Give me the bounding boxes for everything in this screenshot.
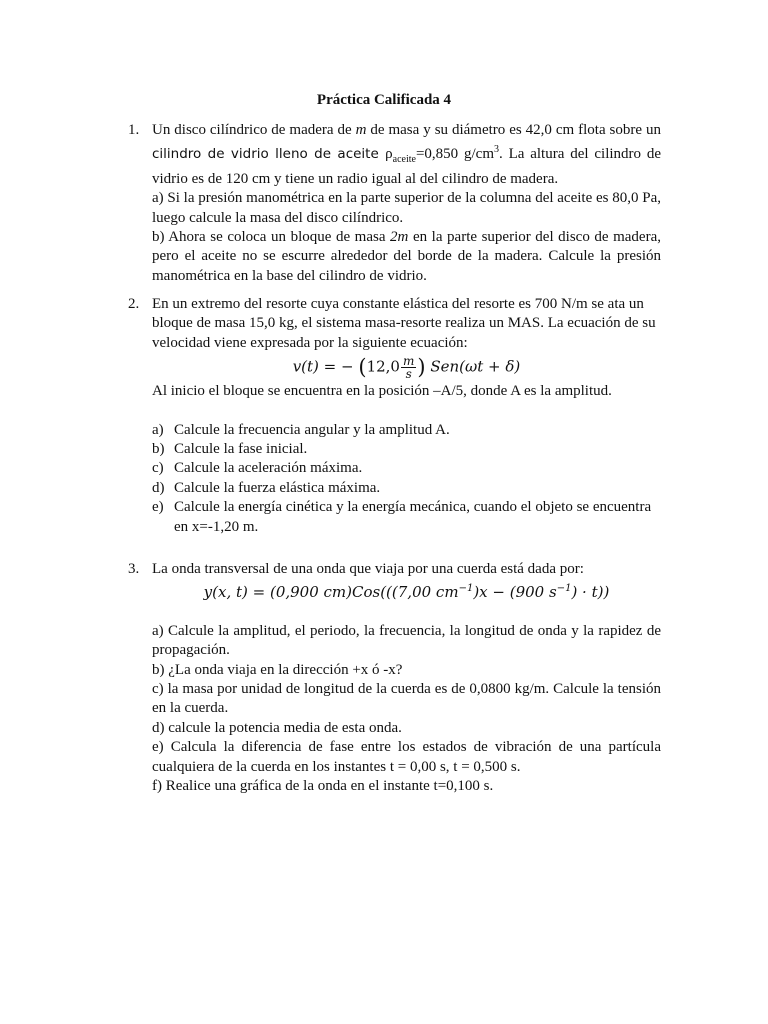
problem-3-part-f: f) Realice una gráfica de la onda en el instante t=0,100 s. xyxy=(152,778,494,795)
problem-3-part-e: e) Calcula la diferencia de fase entre los estados de vibración de una partícula cualquiera de la cuerda en los instantes t = 0,00 s, t = 0,500 s. xyxy=(152,739,661,775)
problem-1 xyxy=(128,121,661,286)
problem-1-statement: Un disco cilíndrico de madera de m de masa y su diámetro es 42,0 cm flota sobre un cilindro de vidrio lleno de aceite $\rho_{aceite}=0,850$ $g/cm^3$. La altura del cilindro de vidrio es de 120 cm y tiene un radio igual al del cilindro de madera. xyxy=(152,122,662,187)
problem-3-part-a: a) Calcule la amplitud, el periodo, la frecuencia, la longitud de onda y la rapidez de propagación. xyxy=(152,622,661,659)
problem-2 xyxy=(128,295,661,537)
velocity-equation: v(t) = − (12,0 $\frac{m}{s}$ ) Sen(ωt + δ) xyxy=(292,354,521,382)
problem-number: 1. xyxy=(128,122,140,138)
list-item: d) Calcule la fuerza elástica máxima. xyxy=(152,479,381,496)
problem-3 xyxy=(128,560,661,796)
units-fraction: $\frac{m}{s}$ xyxy=(402,354,415,382)
problem-1-part-a: a) Si la presión manométrica en la parte superior de la columna del aceite es 80,0 Pa, luego calcule la masa del disco cilíndrico. xyxy=(152,190,661,226)
problem-3-intro: La onda transversal de una onda que viaja por una cuerda está dada por: xyxy=(152,561,584,577)
problem-3-part-d: d) calcule la potencia media de esta onda. xyxy=(152,719,402,736)
problem-number: 3. xyxy=(128,561,140,577)
problem-3-part-b: b) ¿La onda viaja en la dirección +x ó -x? xyxy=(152,661,403,678)
list-item: c) Calcule la aceleración máxima. xyxy=(152,460,363,477)
handwritten-style-text: cilindro de vidrio lleno de aceite xyxy=(152,146,386,163)
problem-2-questions xyxy=(152,421,661,537)
problem-number: 2. xyxy=(128,296,140,312)
page-title: Práctica Calificada 4 xyxy=(316,92,452,108)
problem-1-part-b: b) Ahora se coloca un bloque de masa 2m en la parte superior del disco de madera, pero el aceite no se escurre alrededor del borde de la madera. Calcule la presión manométrica en la base del cilindro de vidrio. xyxy=(152,229,661,284)
list-item: b) Calcule la fase inicial. xyxy=(152,441,308,458)
problem-2-intro: En un extremo del resorte cuya constante elástica del resorte es 700 N/m se ata un bloque de masa 15,0 kg, el sistema masa-resorte realiza un MAS. La ecuación de su velocidad viene expresada por la siguiente ecuación: xyxy=(152,296,656,351)
problem-3-part-c: c) la masa por unidad de longitud de la cuerda es de 0,0800 kg/m. Calcule la tensión en la cuerda. xyxy=(152,681,661,717)
list-item: a) Calcule la frecuencia angular y la amplitud A. xyxy=(152,421,450,438)
problem-2-initial-condition: Al inicio el bloque se encuentra en la posición –A/5, donde A es la amplitud. xyxy=(152,383,612,400)
list-item: e) Calcule la energía cinética y la energía mecánica, cuando el objeto se encuentra en x=-1,20 m. xyxy=(152,499,652,535)
wave-equation: y(x, t) = (0,900 cm)Cos(((7,00 $cm^{-1})x - (900$ $s^{-1}) \cdot t$)) xyxy=(203,583,610,602)
